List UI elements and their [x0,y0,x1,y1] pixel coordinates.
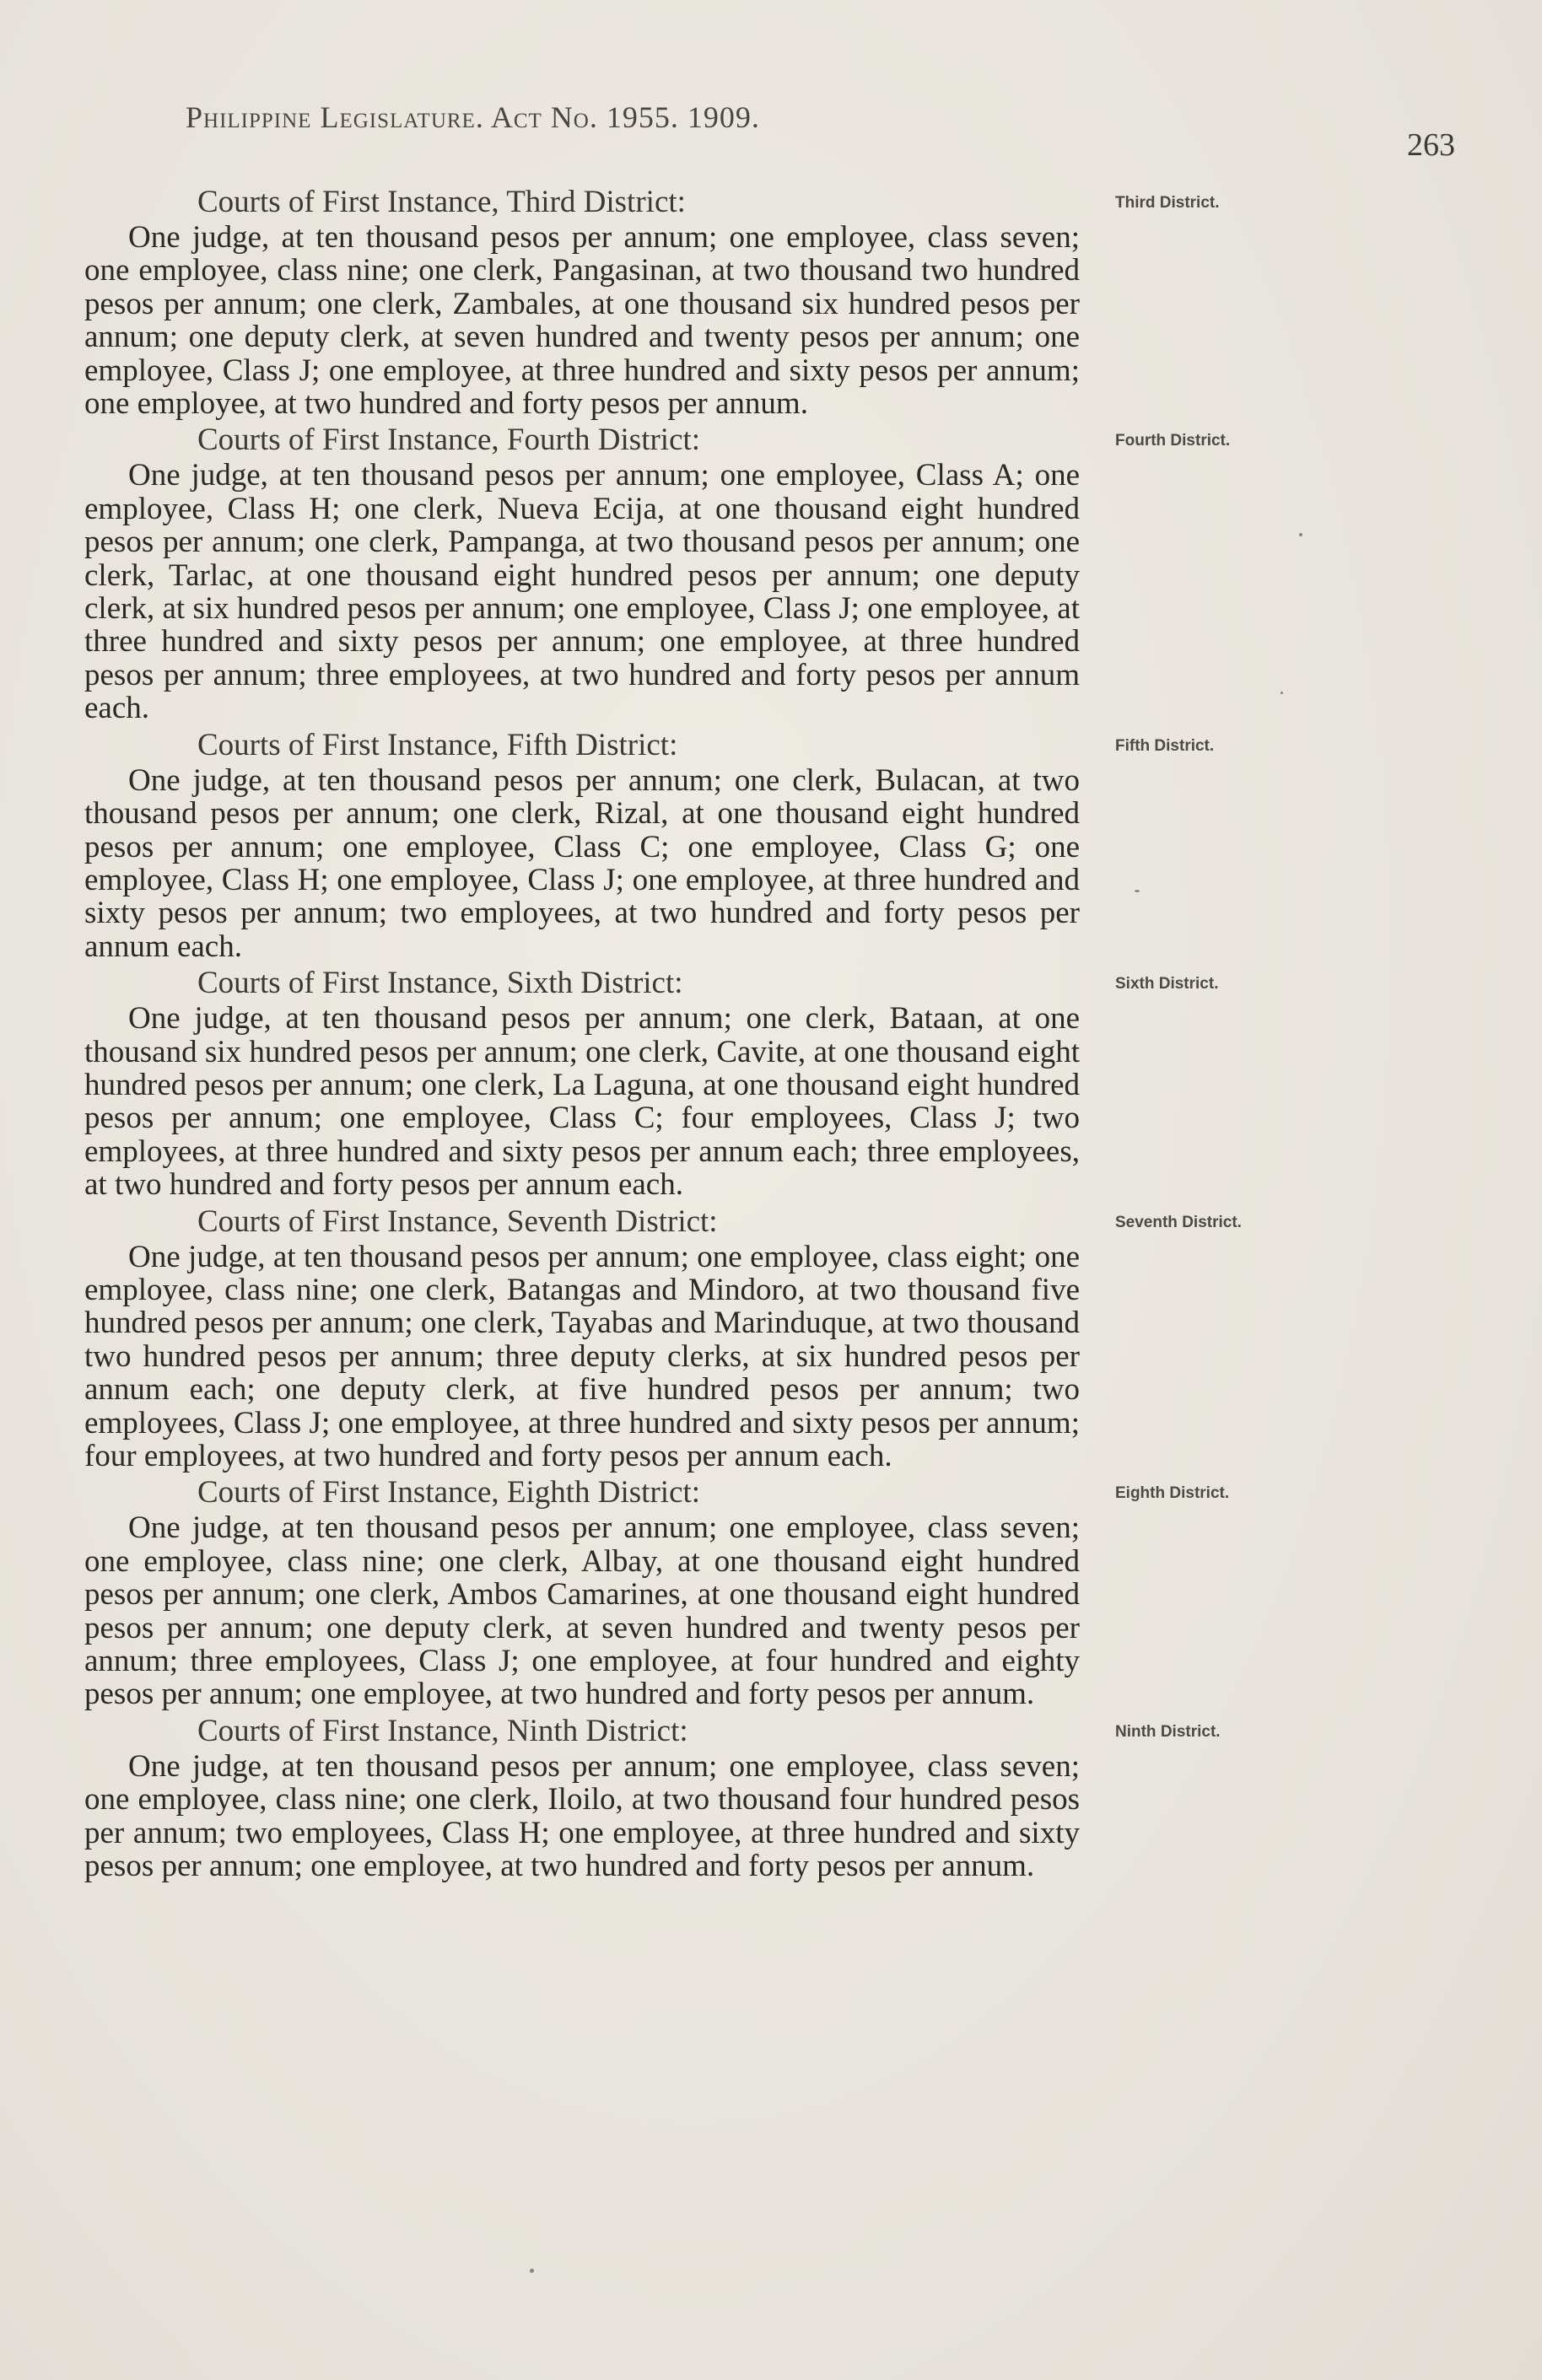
section-heading: Courts of First Instance, Ninth District: [197,1713,688,1748]
section-body: One judge, at ten thousand pesos per annum; one clerk, Bulacan, at two thousand pesos per annum; one clerk, Rizal, at one thousand eight hundred pesos per annum; one employee, Class C; one employee, Class G; one employee, Class H; one employee, Class J; one employee, at three hundred and sixty pesos per annum; two employees, at two hundred and forty pesos per annum each. [84,762,1080,964]
paper-speck [1135,890,1140,892]
section-body: One judge, at ten thousand pesos per annum; one clerk, Bataan, at one thousand six hundred pesos per annum; one clerk, Cavite, at one thousand eight hundred pesos per annum; one clerk, La Laguna, at one thousand eight hundred pesos per annum; one employee, Class C; four employees, Class J; two employees, at three hundred and sixty pesos per annum each; three employees, at two hundred and forty pesos per annum each. [84,1001,1080,1203]
margin-note: Seventh District. [1115,1213,1242,1231]
section-heading: Courts of First Instance, Eighth District: [197,1475,701,1510]
section-third-district [84,184,1220,422]
section-body: One judge, at ten thousand pesos per annum; one employee, class seven; one employee, class nine; one clerk, Albay, at one thousand eight hundred pesos per annum; one clerk, Ambos Camarines, at one thousand eight hundred pesos per annum; one deputy clerk, at seven hundred and twenty pesos per annum; three employees, Class J; one employee, at four hundred and eighty pesos per annum; one employee, at two hundred and forty pesos per annum. [84,1510,1080,1712]
margin-note: Ninth District. [1115,1722,1221,1741]
section-body: One judge, at ten thousand pesos per annum; one employee, class eight; one employee, class nine; one clerk, Batangas and Mindoro, at two thousand five hundred pesos per annum; one clerk, Tayabas and Marinduque, at two thousand two hundred pesos per annum; three deputy clerks, at six hundred pesos per annum each; one deputy clerk, at five hundred pesos per annum; two employees, Class J; one employee, at three hundred and sixty pesos per annum; four employees, at two hundred and forty pesos per annum each. [84,1239,1080,1473]
paper-speck [530,2269,534,2273]
section-fifth-district [84,727,1215,964]
section-heading: Courts of First Instance, Seventh District: [197,1203,718,1239]
section-body: One judge, at ten thousand pesos per annum; one employee, Class A; one employee, Class H; one clerk, Nueva Ecija, at one thousand eight hundred pesos per annum; one clerk, Pampanga, at two thousand pesos per annum; one clerk, Tarlac, at one thousand eight hundred pesos per annum; one deputy clerk, at six hundred pesos per annum; one employee, Class J; one employee, at three hundred and sixty pesos per annum; one employee, at three hundred pesos per annum; three employees, at two hundred and forty pesos per annum each. [84,458,1080,726]
page-number: 263 [1407,127,1455,163]
section-ninth-district [84,1713,1221,1884]
section-body: One judge, at ten thousand pesos per annum; one employee, class seven; one employee, class nine; one clerk, Pangasinan, at two thousand two hundred pesos per annum; one clerk, Zambales, at one thousand six hundred pesos per annum; one deputy clerk, at seven hundred and twenty pesos per annum; one employee, Class J; one employee, at three hundred and sixty pesos per annum; one employee, at two hundred and forty pesos per annum. [84,220,1080,422]
section-heading: Courts of First Instance, Fifth District: [197,727,678,762]
section-heading: Courts of First Instance, Sixth District: [197,966,683,1001]
sections-column [84,184,1242,1884]
margin-note: Third District. [1115,194,1220,212]
section-heading: Courts of First Instance, Fourth District: [197,423,701,458]
section-body: One judge, at ten thousand pesos per annum; one employee, class seven; one employee, class nine; one clerk, Iloilo, at two thousand four hundred pesos per annum; two employees, Class H; one employee, at three hundred and sixty pesos per annum; one employee, at two hundred and forty pesos per annum. [84,1748,1080,1884]
margin-note: Eighth District. [1115,1484,1230,1503]
margin-note: Fifth District. [1115,736,1215,755]
section-eighth-district [84,1474,1230,1712]
section-seventh-district [84,1203,1242,1473]
margin-note: Sixth District. [1115,975,1219,993]
section-sixth-district [84,965,1219,1203]
running-head: Philippine Legislature. Act No. 1955. 1909. [186,100,760,134]
paper-speck [1299,533,1302,536]
section-heading: Courts of First Instance, Third District: [197,185,686,219]
paper-speck [1281,692,1283,694]
margin-note: Fourth District. [1115,432,1231,450]
section-fourth-district [84,422,1231,726]
